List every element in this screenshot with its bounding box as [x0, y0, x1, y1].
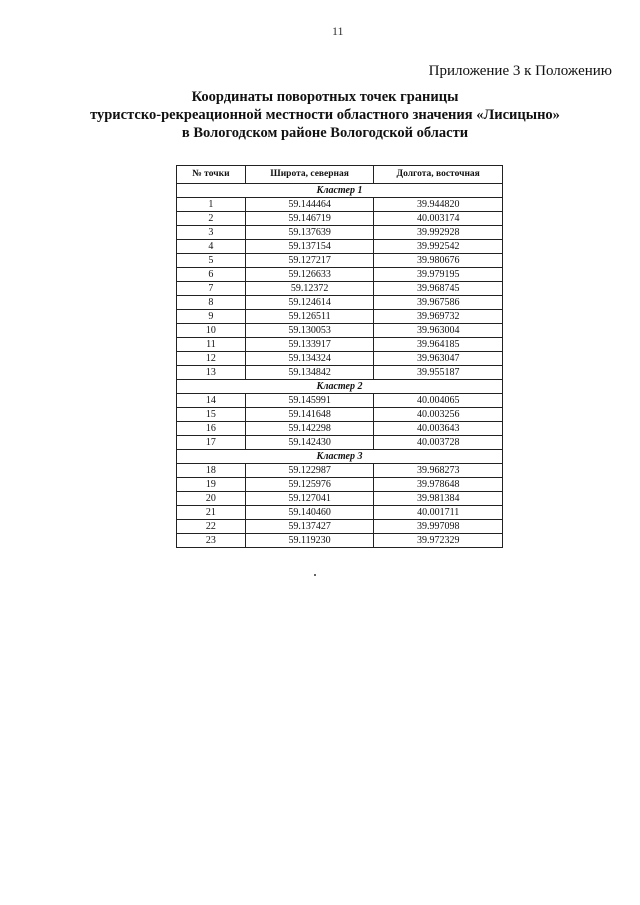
longitude-cell: 40.003643: [374, 422, 503, 436]
header-point-number: № точки: [177, 166, 246, 184]
point-number-cell: 15: [177, 408, 246, 422]
latitude-cell: 59.134842: [245, 366, 374, 380]
title-line-3: в Вологодском районе Вологодской области: [181, 125, 469, 141]
table-row: [177, 520, 503, 534]
latitude-cell: 59.126511: [245, 310, 374, 324]
point-number-cell: 5: [177, 254, 246, 268]
table-header-row: [177, 166, 503, 184]
latitude-cell: 59.133917: [245, 338, 374, 352]
point-number-cell: 14: [177, 394, 246, 408]
point-number-cell: 9: [177, 310, 246, 324]
latitude-cell: 59.119230: [245, 534, 374, 548]
point-number-cell: 6: [177, 268, 246, 282]
point-number-cell: 19: [177, 478, 246, 492]
longitude-cell: 39.963047: [374, 352, 503, 366]
header-longitude: Долгота, восточная: [374, 166, 503, 184]
table-row: [177, 422, 503, 436]
cluster-label: Кластер 3: [177, 450, 503, 464]
latitude-cell: 59.146719: [245, 212, 374, 226]
latitude-cell: 59.137154: [245, 240, 374, 254]
longitude-cell: 39.967586: [374, 296, 503, 310]
coordinates-table: [176, 165, 503, 548]
cluster-row: [177, 380, 503, 394]
longitude-cell: 39.981384: [374, 492, 503, 506]
latitude-cell: 59.145991: [245, 394, 374, 408]
point-number-cell: 8: [177, 296, 246, 310]
table-row: [177, 254, 503, 268]
point-number-cell: 7: [177, 282, 246, 296]
table-row: [177, 436, 503, 450]
title-line-2: туристско-рекреационной местности областного значения «Лисицыно»: [90, 107, 560, 123]
latitude-cell: 59.134324: [245, 352, 374, 366]
point-number-cell: 11: [177, 338, 246, 352]
table-row: [177, 366, 503, 380]
table-row: [177, 296, 503, 310]
table-row: [177, 282, 503, 296]
latitude-cell: 59.140460: [245, 506, 374, 520]
latitude-cell: 59.125976: [245, 478, 374, 492]
cluster-row: [177, 450, 503, 464]
table-row: [177, 324, 503, 338]
latitude-cell: 59.137427: [245, 520, 374, 534]
latitude-cell: 59.12372: [245, 282, 374, 296]
latitude-cell: 59.137639: [245, 226, 374, 240]
point-number-cell: 22: [177, 520, 246, 534]
stray-mark: [314, 574, 316, 576]
point-number-cell: 21: [177, 506, 246, 520]
latitude-cell: 59.142298: [245, 422, 374, 436]
longitude-cell: 39.978648: [374, 478, 503, 492]
point-number-cell: 20: [177, 492, 246, 506]
cluster-row: [177, 184, 503, 198]
latitude-cell: 59.126633: [245, 268, 374, 282]
latitude-cell: 59.141648: [245, 408, 374, 422]
table-body: [177, 184, 503, 548]
table-row: [177, 478, 503, 492]
longitude-cell: 39.972329: [374, 534, 503, 548]
cluster-label: Кластер 1: [177, 184, 503, 198]
latitude-cell: 59.124614: [245, 296, 374, 310]
point-number-cell: 4: [177, 240, 246, 254]
longitude-cell: 39.969732: [374, 310, 503, 324]
longitude-cell: 39.955187: [374, 366, 503, 380]
table-row: [177, 492, 503, 506]
table-row: [177, 506, 503, 520]
longitude-cell: 40.003174: [374, 212, 503, 226]
latitude-cell: 59.144464: [245, 198, 374, 212]
longitude-cell: 39.944820: [374, 198, 503, 212]
point-number-cell: 16: [177, 422, 246, 436]
longitude-cell: 40.003256: [374, 408, 503, 422]
table-row: [177, 240, 503, 254]
longitude-cell: 40.004065: [374, 394, 503, 408]
cluster-label: Кластер 2: [177, 380, 503, 394]
table-row: [177, 352, 503, 366]
latitude-cell: 59.122987: [245, 464, 374, 478]
point-number-cell: 1: [177, 198, 246, 212]
point-number-cell: 23: [177, 534, 246, 548]
point-number-cell: 12: [177, 352, 246, 366]
point-number-cell: 13: [177, 366, 246, 380]
latitude-cell: 59.142430: [245, 436, 374, 450]
longitude-cell: 39.968273: [374, 464, 503, 478]
appendix-label: Приложение 3 к Положению: [428, 63, 612, 79]
longitude-cell: 39.968745: [374, 282, 503, 296]
table-row: [177, 198, 503, 212]
longitude-cell: 40.001711: [374, 506, 503, 520]
point-number-cell: 18: [177, 464, 246, 478]
table-row: [177, 394, 503, 408]
title-line-1: Координаты поворотных точек границы: [191, 89, 459, 105]
longitude-cell: 39.997098: [374, 520, 503, 534]
longitude-cell: 39.992542: [374, 240, 503, 254]
latitude-cell: 59.130053: [245, 324, 374, 338]
longitude-cell: 39.992928: [374, 226, 503, 240]
latitude-cell: 59.127217: [245, 254, 374, 268]
table-row: [177, 226, 503, 240]
document-title: [60, 88, 590, 142]
longitude-cell: 39.963004: [374, 324, 503, 338]
page-number: 11: [332, 24, 344, 38]
longitude-cell: 39.980676: [374, 254, 503, 268]
point-number-cell: 3: [177, 226, 246, 240]
table-row: [177, 408, 503, 422]
table-row: [177, 212, 503, 226]
header-latitude: Широта, северная: [245, 166, 374, 184]
longitude-cell: 39.979195: [374, 268, 503, 282]
table-row: [177, 338, 503, 352]
longitude-cell: 40.003728: [374, 436, 503, 450]
table-row: [177, 464, 503, 478]
table-row: [177, 268, 503, 282]
table-row: [177, 534, 503, 548]
longitude-cell: 39.964185: [374, 338, 503, 352]
point-number-cell: 17: [177, 436, 246, 450]
point-number-cell: 10: [177, 324, 246, 338]
point-number-cell: 2: [177, 212, 246, 226]
latitude-cell: 59.127041: [245, 492, 374, 506]
table-row: [177, 310, 503, 324]
